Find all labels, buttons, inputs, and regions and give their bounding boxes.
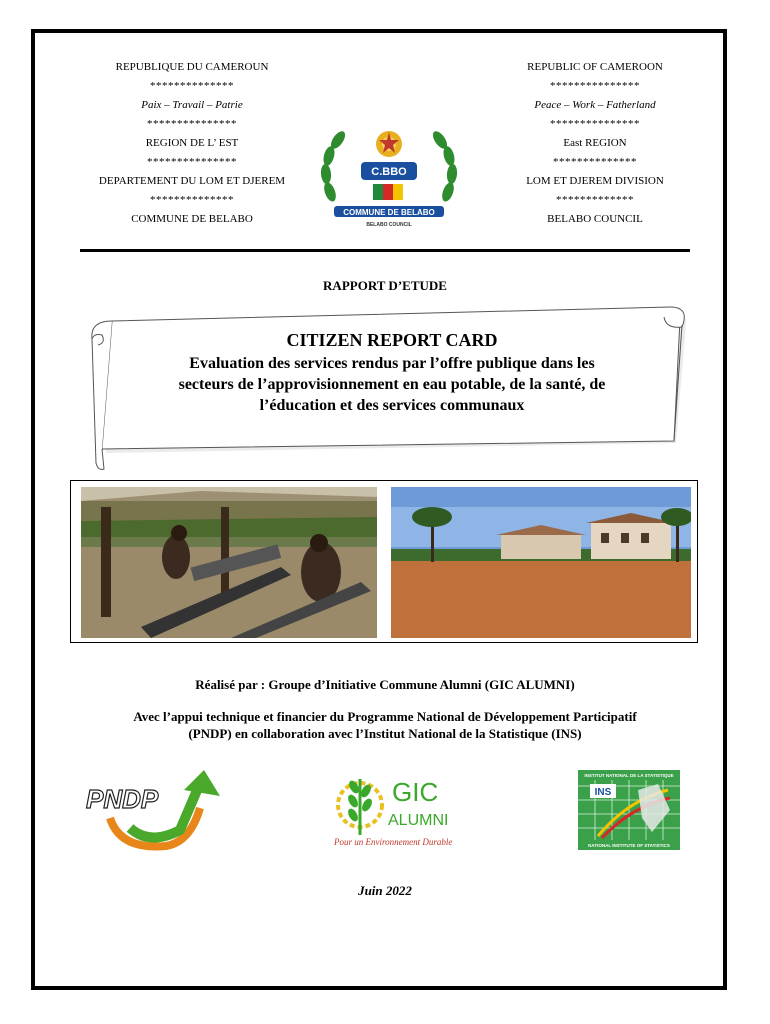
credit-appui-1: Avec l’appui technique et financier du Programme National de Développement Participatif: [133, 709, 637, 724]
gic-wordmark: GIC: [392, 777, 439, 807]
emblem-name: COMMUNE DE BELABO: [343, 208, 435, 217]
header-divider: [80, 249, 690, 252]
ins-logo: [578, 770, 680, 850]
country-en: REPUBLIC OF CAMEROON: [527, 61, 663, 73]
emblem-sub: BELABO COUNCIL: [366, 222, 412, 228]
separator: ***************: [550, 80, 640, 92]
header-right: [445, 58, 745, 229]
commune-fr: COMMUNE DE BELABO: [131, 213, 253, 225]
alumni-wordmark: ALUMNI: [388, 812, 449, 829]
scroll-line-1: Evaluation des services rendus par l’offre publique dans les: [189, 355, 595, 372]
header-left: [42, 58, 342, 229]
separator: **************: [150, 80, 234, 92]
photo-pipe-workshop: [81, 487, 377, 638]
separator: ***************: [147, 156, 237, 168]
council-en: BELABO COUNCIL: [547, 213, 643, 225]
separator: ***************: [147, 118, 237, 130]
region-fr: REGION DE L’ EST: [145, 137, 239, 149]
ins-top-text: INSTITUT NATIONAL DE LA STATISTIQUE: [584, 773, 674, 778]
photo-health-center: [391, 487, 691, 638]
separator: **************: [150, 194, 234, 206]
department-fr: DEPARTEMENT DU LOM ET DJEREM: [98, 175, 286, 187]
ins-wordmark: INS: [594, 787, 612, 798]
region-en: East REGION: [563, 137, 627, 149]
emblem-abbr: C.BBO: [371, 166, 407, 178]
motto-fr: Paix – Travail – Patrie: [141, 99, 243, 111]
pndp-logo: [80, 768, 226, 852]
scroll-title: CITIZEN REPORT CARD: [286, 330, 498, 350]
separator: *************: [556, 194, 634, 206]
publication-date: Juin 2022: [358, 883, 412, 898]
division-en: LOM ET DJEREM DIVISION: [526, 175, 664, 187]
separator: ***************: [550, 118, 640, 130]
gic-tagline: Pour un Environnement Durable: [334, 837, 453, 847]
report-label: RAPPORT D’ETUDE: [323, 278, 447, 293]
gic-alumni-logo: [330, 765, 460, 851]
country-fr: REPUBLIQUE DU CAMEROUN: [115, 61, 269, 73]
credit-appui-2: (PNDP) en collaboration avec l’Institut National de la Statistique (INS): [188, 726, 582, 741]
motto-en: Peace – Work – Fatherland: [534, 99, 656, 111]
separator: **************: [553, 156, 637, 168]
scroll-content: [120, 330, 664, 416]
ins-bottom-text: NATIONAL INSTITUTE OF STATISTICS: [588, 843, 670, 848]
pndp-wordmark: PNDP: [86, 784, 159, 814]
credit-realise: Réalisé par : Groupe d’Initiative Commune Alumni (GIC ALUMNI): [195, 677, 575, 692]
commune-emblem-logo: [316, 122, 462, 230]
scroll-line-2: secteurs de l’approvisionnement en eau potable, de la santé, de: [178, 376, 606, 393]
scroll-line-3: l’éducation et des services communaux: [259, 397, 525, 414]
